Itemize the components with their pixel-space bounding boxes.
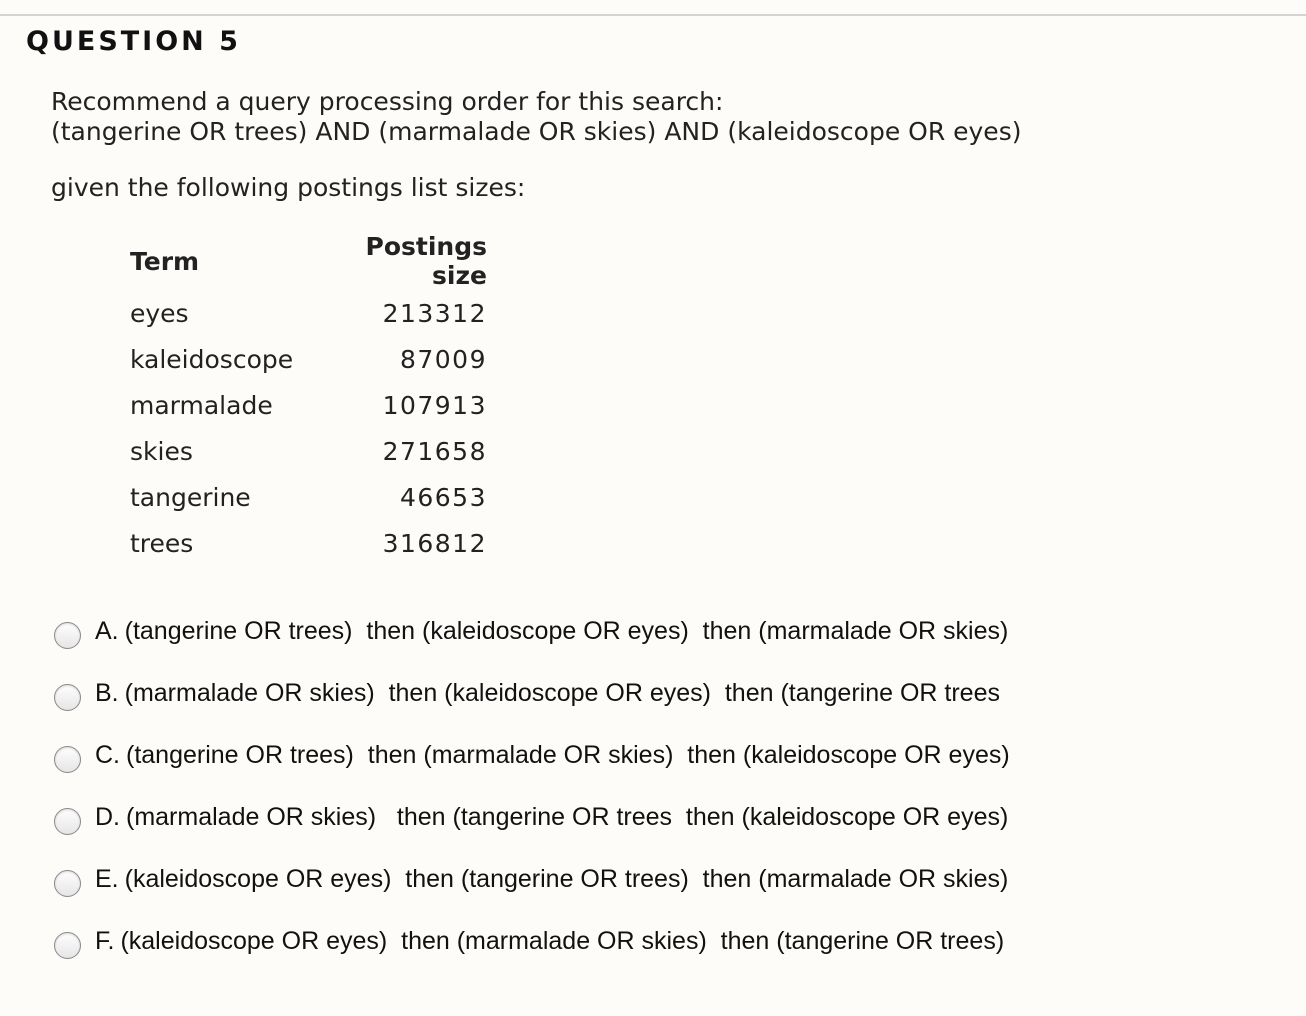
postings-table bbox=[122, 232, 495, 566]
size-cell: 213312 bbox=[382, 298, 487, 328]
size-cell: 46653 bbox=[399, 482, 487, 512]
answer-option-a[interactable] bbox=[54, 600, 1010, 662]
table-row bbox=[122, 428, 495, 474]
answer-option-d[interactable] bbox=[54, 786, 1010, 848]
size-cell: 87009 bbox=[399, 344, 487, 374]
option-text[interactable]: (tangerine OR trees) then (kaleidoscope OR eyes) then (marmalade OR skies) bbox=[124, 616, 1009, 645]
radio-button-a[interactable] bbox=[54, 622, 81, 649]
radio-button-f[interactable] bbox=[54, 932, 81, 959]
option-letter: A. bbox=[95, 616, 119, 645]
table-header-row bbox=[122, 232, 495, 290]
term-cell: marmalade bbox=[130, 390, 273, 420]
option-letter: D. bbox=[95, 802, 120, 831]
radio-button-b[interactable] bbox=[54, 684, 81, 711]
radio-button-d[interactable] bbox=[54, 808, 81, 835]
option-text[interactable]: (marmalade OR skies) then (tangerine OR trees then (kaleidoscope OR eyes) bbox=[126, 802, 1009, 831]
size-cell: 107913 bbox=[382, 390, 487, 420]
postings-size-column-header: Postings size bbox=[365, 232, 487, 290]
term-cell: eyes bbox=[130, 298, 189, 328]
option-letter: B. bbox=[95, 678, 119, 707]
answer-option-f[interactable] bbox=[54, 910, 1010, 972]
answer-options bbox=[54, 600, 1010, 972]
prompt-line-1: Recommend a query processing order for this search: bbox=[51, 87, 724, 116]
term-cell: trees bbox=[130, 528, 194, 558]
given-text: given the following postings list sizes: bbox=[51, 173, 526, 202]
option-text[interactable]: (kaleidoscope OR eyes) then (marmalade OR skies) then (tangerine OR trees) bbox=[120, 926, 1005, 955]
option-letter: C. bbox=[95, 740, 120, 769]
table-row bbox=[122, 474, 495, 520]
top-divider bbox=[0, 14, 1306, 16]
term-cell: skies bbox=[130, 436, 193, 466]
answer-option-b[interactable] bbox=[54, 662, 1010, 724]
radio-button-c[interactable] bbox=[54, 746, 81, 773]
option-text[interactable]: (marmalade OR skies) then (kaleidoscope OR eyes) then (tangerine OR trees bbox=[124, 678, 1000, 707]
answer-option-c[interactable] bbox=[54, 724, 1010, 786]
table-row bbox=[122, 336, 495, 382]
term-cell: kaleidoscope bbox=[130, 344, 294, 374]
term-column-header: Term bbox=[130, 246, 200, 276]
table-row bbox=[122, 520, 495, 566]
question-prompt bbox=[51, 87, 1021, 147]
question-title: QUESTION 5 bbox=[26, 26, 241, 57]
table-row bbox=[122, 290, 495, 336]
option-letter: E. bbox=[95, 864, 119, 893]
term-cell: tangerine bbox=[130, 482, 251, 512]
size-cell: 271658 bbox=[382, 436, 487, 466]
prompt-line-2: (tangerine OR trees) AND (marmalade OR skies) AND (kaleidoscope OR eyes) bbox=[51, 117, 1022, 146]
answer-option-e[interactable] bbox=[54, 848, 1010, 910]
radio-button-e[interactable] bbox=[54, 870, 81, 897]
option-text[interactable]: (kaleidoscope OR eyes) then (tangerine OR trees) then (marmalade OR skies) bbox=[124, 864, 1009, 893]
table-row bbox=[122, 382, 495, 428]
size-cell: 316812 bbox=[382, 528, 487, 558]
option-letter: F. bbox=[95, 926, 115, 955]
option-text[interactable]: (tangerine OR trees) then (marmalade OR skies) then (kaleidoscope OR eyes) bbox=[126, 740, 1010, 769]
